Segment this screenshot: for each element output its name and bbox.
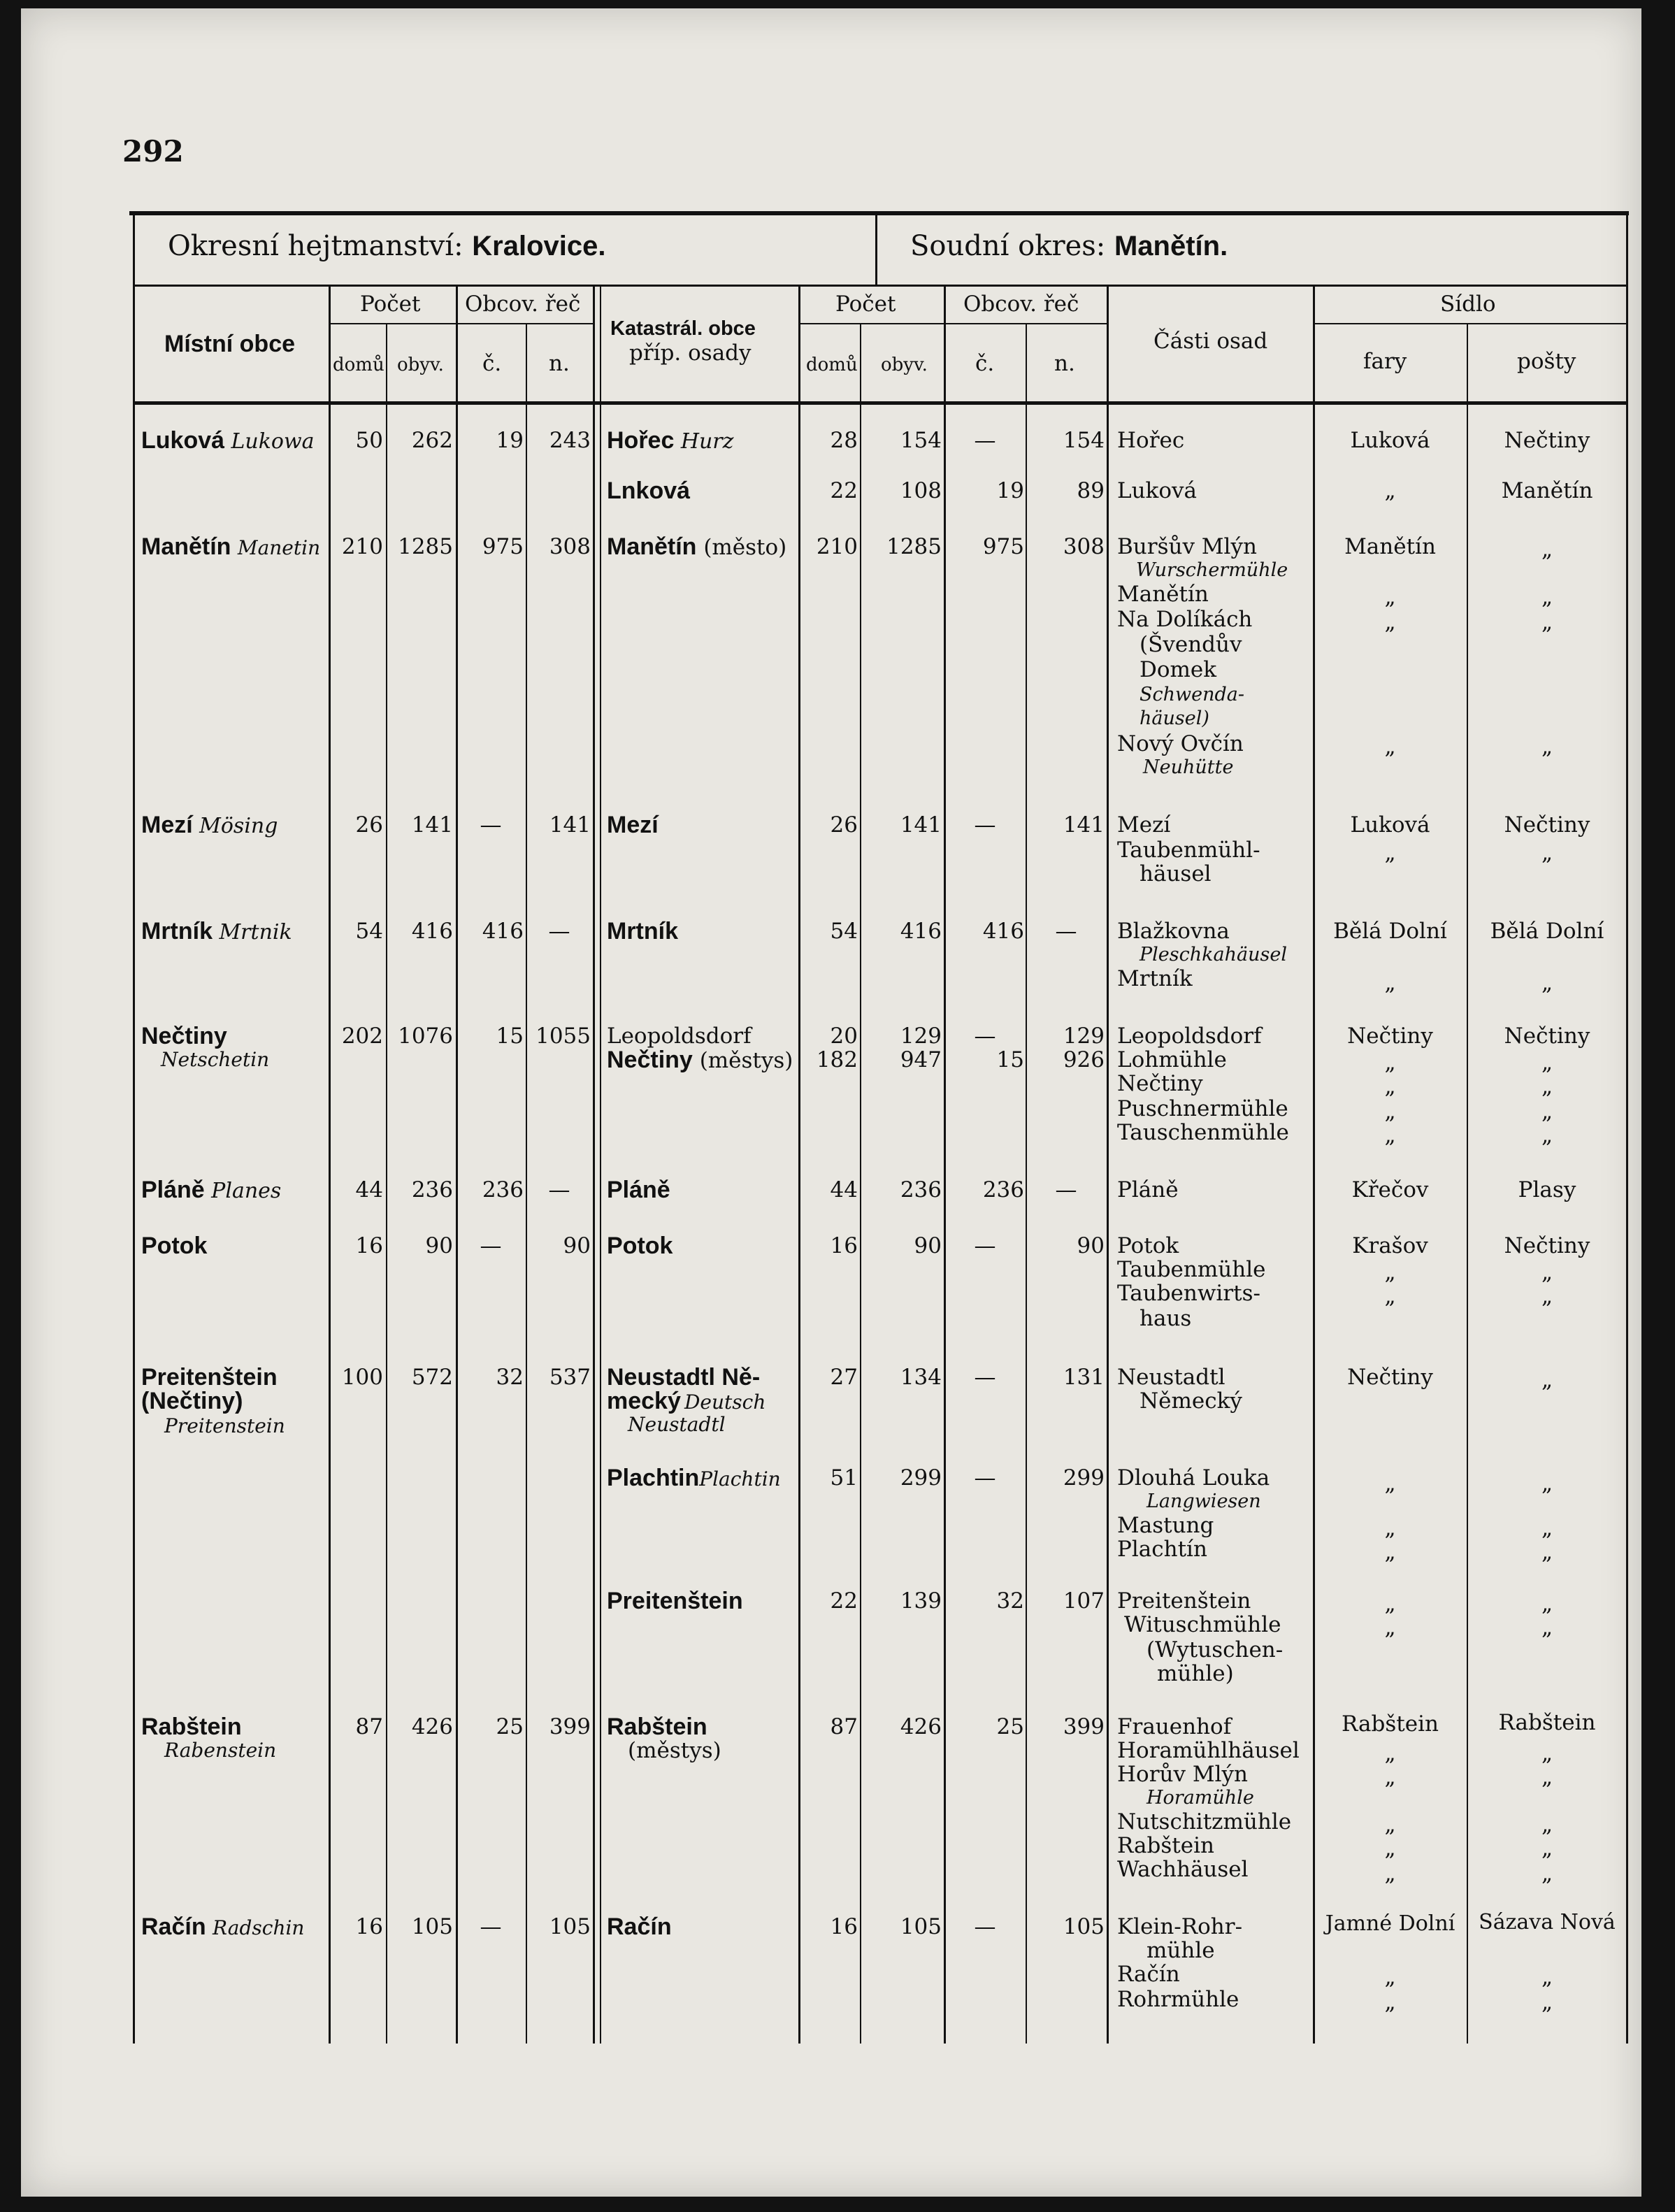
table-cell: „: [1384, 584, 1396, 610]
table-cell: „: [1384, 1741, 1396, 1766]
table-text: Rabštein: [607, 1714, 707, 1740]
table-cell: Nečtiny: [1504, 812, 1590, 838]
table-cell: 22: [830, 1588, 858, 1614]
table-cell: 25: [496, 1714, 524, 1739]
table-cell: „: [1384, 1516, 1396, 1541]
table-cell: häusel: [1140, 861, 1212, 886]
table-cell: 107: [1063, 1588, 1105, 1614]
table-text: (Nečtiny): [141, 1388, 243, 1414]
table-cell: Bělá Dolní: [1333, 919, 1447, 944]
table-cell: 26: [830, 812, 858, 838]
table-cell: Domek: [1140, 657, 1217, 682]
table-cell: 210: [341, 534, 383, 559]
table-cell: „: [1541, 1861, 1553, 1886]
table-cell: „: [1541, 1990, 1553, 2015]
table-cell: 416: [900, 919, 942, 944]
top-rule: [129, 211, 1629, 215]
table-rule: [1467, 324, 1468, 2044]
table-cell: Nečtiny: [1347, 1024, 1433, 1049]
table-cell: Taubenmühl-: [1117, 838, 1260, 863]
table-cell: 236: [411, 1177, 453, 1202]
table-text: Mrtník Mrtnik: [141, 918, 292, 945]
table-rule: [133, 215, 135, 285]
table-cell: Plasy: [1518, 1177, 1576, 1202]
table-cell: „: [1541, 840, 1553, 866]
table-cell: Jamné Dolní: [1325, 1911, 1455, 1936]
table-cell: „: [1384, 1990, 1396, 2015]
table-cell: „: [1541, 610, 1553, 635]
table-text: n.: [1054, 351, 1075, 376]
table-rule: [593, 285, 595, 2044]
table-cell: Potok: [1117, 1233, 1179, 1258]
table-text: Nečtiny (městys): [607, 1047, 793, 1073]
table-cell: (Wytuschen-: [1146, 1637, 1284, 1662]
table-cell: Wurschermühle: [1136, 559, 1288, 581]
table-cell: 154: [900, 428, 942, 453]
table-cell: „: [1541, 1284, 1553, 1309]
table-cell: Pleschkahäusel: [1140, 944, 1287, 965]
table-cell: Frauenhof: [1117, 1714, 1232, 1739]
table-text: Pláně: [607, 1177, 670, 1203]
table-cell: „: [1384, 610, 1396, 635]
table-cell: „: [1384, 1539, 1396, 1565]
table-cell: Horův Mlýn: [1117, 1762, 1248, 1787]
table-cell: —: [974, 812, 996, 838]
table-cell: 16: [355, 1914, 383, 1939]
table-cell: „: [1384, 1471, 1396, 1496]
table-cell: 90: [914, 1233, 942, 1258]
table-cell: 308: [549, 534, 591, 559]
table-cell: „: [1384, 1765, 1396, 1790]
table-cell: 44: [355, 1177, 383, 1202]
table-cell: Leopoldsdorf: [607, 1024, 752, 1049]
table-cell: 262: [411, 428, 453, 453]
table-cell: „: [1384, 1861, 1396, 1886]
table-cell: 129: [1063, 1024, 1105, 1049]
table-cell: „: [1541, 1836, 1553, 1861]
table-cell: 51: [830, 1465, 858, 1491]
table-rule: [133, 401, 1628, 405]
table-cell: 926: [1063, 1047, 1105, 1072]
table-text: Potok: [141, 1233, 208, 1259]
table-cell: Plachtín: [1117, 1537, 1207, 1562]
table-text: Mrtník: [607, 918, 678, 945]
table-cell: Nečtiny: [1117, 1071, 1203, 1096]
table-cell: (Švendův: [1140, 632, 1242, 657]
table-cell: 15: [996, 1047, 1024, 1072]
table-rule: [1107, 285, 1109, 2044]
table-cell: „: [1384, 1050, 1396, 1075]
table-cell: „: [1384, 1591, 1396, 1616]
table-cell: 105: [549, 1914, 591, 1939]
table-text: Potok: [607, 1233, 673, 1259]
table-cell: „: [1384, 1812, 1396, 1837]
table-cell: Manětín: [1344, 534, 1436, 559]
table-cell: „: [1541, 1965, 1553, 1990]
table-cell: 54: [830, 919, 858, 944]
table-cell: Blažkovna: [1117, 919, 1230, 944]
table-cell: 108: [900, 478, 942, 503]
table-cell: Tauschenmühle: [1117, 1120, 1289, 1145]
table-cell: (městys): [628, 1738, 721, 1763]
table-rule: [386, 324, 387, 2044]
table-text: Počet: [360, 292, 421, 317]
table-cell: „: [1541, 1260, 1553, 1285]
table-cell: 16: [355, 1233, 383, 1258]
table-cell: „: [1541, 584, 1553, 610]
table-cell: Taubenwirts-: [1117, 1281, 1260, 1306]
table-rule: [600, 285, 601, 2044]
table-cell: 537: [549, 1365, 591, 1390]
table-cell: 426: [900, 1714, 942, 1739]
table-rule: [329, 285, 331, 2044]
table-rule: [329, 323, 593, 324]
table-cell: 22: [830, 478, 858, 503]
table-text: Preitenstein: [164, 1414, 285, 1437]
table-text: Račín: [607, 1913, 672, 1940]
table-rule: [526, 324, 527, 2044]
table-cell: Luková: [1350, 428, 1430, 453]
table-text: Obcov. řeč: [465, 292, 581, 317]
table-cell: „: [1384, 1123, 1396, 1148]
table-cell: „: [1541, 1615, 1553, 1640]
table-cell: —: [974, 1914, 996, 1939]
table-cell: 236: [982, 1177, 1024, 1202]
table-cell: Neustadtl: [1117, 1365, 1225, 1390]
table-text: mecký Deutsch: [607, 1388, 766, 1414]
table-cell: 27: [830, 1365, 858, 1390]
table-text: Luková Lukowa: [141, 427, 315, 454]
table-text: Račín Radschin: [141, 1913, 305, 1940]
table-cell: Schwenda-: [1140, 684, 1244, 705]
table-text: Netschetin: [161, 1048, 270, 1071]
table-text: Katastrál. obce: [610, 317, 756, 340]
table-cell: 139: [900, 1588, 942, 1614]
table-text: obyv.: [397, 354, 444, 375]
table-cell: 141: [411, 812, 453, 838]
table-cell: 100: [341, 1365, 383, 1390]
table-cell: „: [1384, 840, 1396, 866]
table-cell: 89: [1077, 478, 1105, 503]
table-cell: „: [1384, 1615, 1396, 1640]
table-cell: 416: [982, 919, 1024, 944]
table-cell: Křečov: [1351, 1177, 1429, 1202]
table-cell: „: [1541, 1591, 1553, 1616]
table-cell: Račín: [1117, 1962, 1180, 1987]
table-cell: 129: [900, 1024, 942, 1049]
table-text: Neustadtl Ně-: [607, 1364, 761, 1391]
table-text: Rabenstein: [164, 1739, 277, 1762]
table-cell: „: [1541, 1741, 1553, 1766]
table-text: pošty: [1517, 349, 1576, 374]
table-cell: 399: [1063, 1714, 1105, 1739]
table-cell: 1285: [398, 534, 453, 559]
table-cell: 87: [355, 1714, 383, 1739]
table-cell: 32: [996, 1588, 1024, 1614]
scanned-page: [21, 8, 1641, 2197]
table-cell: —: [480, 1233, 502, 1258]
table-cell: Nečtiny: [1504, 428, 1590, 453]
table-cell: 1076: [398, 1024, 453, 1049]
table-text: Rabštein: [141, 1714, 242, 1740]
table-cell: 416: [411, 919, 453, 944]
table-cell: 90: [1077, 1233, 1105, 1258]
table-cell: Neuhütte: [1143, 756, 1234, 778]
table-cell: Manětín: [1117, 582, 1209, 607]
table-cell: „: [1541, 1099, 1553, 1124]
table-cell: „: [1541, 1050, 1553, 1075]
table-cell: „: [1541, 1812, 1553, 1837]
table-cell: Rohrmühle: [1117, 1987, 1239, 2012]
table-cell: 141: [1063, 812, 1105, 838]
table-text: příp. osady: [629, 340, 752, 366]
table-cell: —: [480, 812, 502, 838]
table-cell: 236: [900, 1177, 942, 1202]
table-cell: 54: [355, 919, 383, 944]
table-cell: 105: [1063, 1914, 1105, 1939]
table-cell: 243: [549, 428, 591, 453]
table-text: č.: [975, 351, 995, 376]
table-cell: Nečtiny: [1504, 1024, 1590, 1049]
table-cell: —: [548, 919, 570, 944]
table-text: fary: [1363, 349, 1407, 374]
okresni-heading: Okresní hejtmanství: Kralovice.: [168, 230, 606, 262]
table-cell: Klein-Rohr-: [1117, 1914, 1243, 1939]
table-rule: [1026, 324, 1027, 2044]
table-text: Části osad: [1153, 329, 1268, 354]
table-rule: [800, 323, 1107, 324]
table-text: Preitenštein: [141, 1364, 278, 1391]
table-cell: Sázava Nová: [1479, 1910, 1616, 1934]
table-cell: 141: [549, 812, 591, 838]
table-cell: 90: [563, 1233, 591, 1258]
table-cell: Mrtník: [1117, 966, 1193, 991]
table-text: Místní obce: [164, 331, 296, 357]
table-cell: Wachhäusel: [1117, 1857, 1249, 1882]
table-cell: 202: [341, 1024, 383, 1049]
table-cell: Rabštein: [1117, 1833, 1214, 1858]
table-cell: Preitenštein: [1117, 1588, 1251, 1614]
table-cell: —: [974, 1024, 996, 1049]
table-rule: [875, 215, 877, 285]
table-cell: 16: [830, 1914, 858, 1939]
table-cell: Buršův Mlýn: [1117, 534, 1257, 559]
table-cell: „: [1541, 1471, 1553, 1496]
table-text: Neustadtl: [628, 1413, 726, 1436]
table-cell: „: [1541, 1516, 1553, 1541]
table-cell: „: [1384, 1284, 1396, 1309]
table-cell: mühle): [1157, 1661, 1234, 1686]
page-number: 292: [122, 134, 184, 168]
table-text: Obcov. řeč: [963, 292, 1079, 317]
table-cell: 20: [830, 1024, 858, 1049]
table-cell: 32: [496, 1365, 524, 1390]
table-cell: —: [974, 1233, 996, 1258]
table-cell: —: [974, 1365, 996, 1390]
table-rule: [133, 285, 1628, 287]
table-cell: Taubenmühle: [1117, 1257, 1266, 1282]
table-cell: —: [548, 1177, 570, 1202]
table-cell: „: [1384, 970, 1396, 996]
table-cell: Německý: [1140, 1388, 1242, 1414]
table-cell: „: [1384, 1099, 1396, 1124]
table-cell: „: [1384, 1836, 1396, 1861]
table-cell: Luková: [1350, 812, 1430, 838]
table-cell: 210: [816, 534, 858, 559]
table-cell: „: [1541, 1539, 1553, 1565]
table-cell: mühle: [1146, 1938, 1215, 1963]
table-cell: Rabštein: [1342, 1711, 1439, 1737]
table-text: Sídlo: [1440, 292, 1496, 317]
table-cell: 19: [996, 478, 1024, 503]
table-text: Pláně Planes: [141, 1177, 282, 1203]
table-cell: 19: [496, 428, 524, 453]
table-cell: Langwiesen: [1146, 1491, 1261, 1512]
table-cell: „: [1384, 734, 1396, 759]
table-cell: „: [1384, 1965, 1396, 1990]
table-text: Nečtiny: [141, 1023, 227, 1049]
table-cell: Krašov: [1352, 1233, 1428, 1258]
table-cell: Wituschmühle: [1124, 1612, 1281, 1637]
table-cell: 90: [425, 1233, 453, 1258]
table-text: Preitenštein: [607, 1588, 743, 1614]
table-text: Hořec Hurz: [607, 427, 734, 454]
table-cell: 141: [900, 812, 942, 838]
table-cell: „: [1384, 478, 1396, 503]
table-text: Mezí: [607, 812, 659, 838]
table-cell: „: [1384, 1074, 1396, 1099]
table-cell: Luková: [1117, 478, 1197, 503]
table-cell: 134: [900, 1365, 942, 1390]
table-text: Manětín (město): [607, 533, 787, 560]
table-cell: 87: [830, 1714, 858, 1739]
table-cell: —: [974, 428, 996, 453]
table-cell: 975: [482, 534, 524, 559]
table-rule: [1626, 285, 1628, 2044]
table-cell: Manětín: [1501, 478, 1593, 503]
table-cell: 308: [1063, 534, 1105, 559]
table-cell: —: [1055, 919, 1077, 944]
table-text: Mezí Mösing: [141, 812, 278, 838]
table-cell: „: [1541, 1074, 1553, 1099]
table-cell: —: [1055, 1177, 1077, 1202]
table-cell: Nový Ovčín: [1117, 731, 1244, 756]
table-cell: Dlouhá Louka: [1117, 1465, 1270, 1491]
table-cell: —: [974, 1465, 996, 1491]
table-cell: 299: [900, 1465, 942, 1491]
table-cell: „: [1541, 1123, 1553, 1148]
table-cell: Lohmühle: [1117, 1047, 1227, 1072]
table-cell: „: [1541, 1367, 1553, 1393]
table-cell: Horamühle: [1146, 1787, 1254, 1809]
table-cell: Nečtiny: [1347, 1365, 1433, 1390]
table-text: obyv.: [881, 354, 928, 375]
table-cell: 299: [1063, 1465, 1105, 1491]
table-cell: 236: [482, 1177, 524, 1202]
table-cell: 16: [830, 1233, 858, 1258]
table-cell: 25: [996, 1714, 1024, 1739]
table-cell: Na Dolíkách: [1117, 607, 1253, 632]
table-cell: haus: [1140, 1306, 1192, 1331]
table-cell: Bělá Dolní: [1490, 919, 1604, 944]
table-cell: „: [1541, 1765, 1553, 1790]
table-text: Lnková: [607, 477, 691, 504]
table-rule: [1626, 215, 1628, 285]
table-cell: „: [1384, 1260, 1396, 1285]
table-cell: 1055: [535, 1024, 591, 1049]
table-cell: 15: [496, 1024, 524, 1049]
table-cell: 26: [355, 812, 383, 838]
table-cell: Hořec: [1117, 428, 1185, 453]
table-cell: 44: [830, 1177, 858, 1202]
table-cell: —: [480, 1914, 502, 1939]
table-cell: Horamühlhäusel: [1117, 1738, 1300, 1763]
table-cell: 182: [816, 1047, 858, 1072]
table-text: domů: [806, 354, 858, 375]
table-text: n.: [549, 351, 570, 376]
table-cell: 572: [411, 1365, 453, 1390]
table-rule: [1314, 323, 1627, 324]
soudni-heading: Soudní okres: Manětín.: [910, 230, 1228, 262]
table-cell: Leopoldsdorf: [1117, 1024, 1262, 1049]
table-cell: Nečtiny: [1504, 1233, 1590, 1258]
table-cell: häusel): [1140, 708, 1209, 729]
table-cell: 28: [830, 428, 858, 453]
table-cell: 975: [982, 534, 1024, 559]
table-cell: Nutschitzmühle: [1117, 1809, 1292, 1834]
table-text: PlachtinPlachtin: [607, 1465, 781, 1491]
table-rule: [860, 324, 861, 2044]
table-cell: 426: [411, 1714, 453, 1739]
table-cell: 131: [1063, 1365, 1105, 1390]
table-text: č.: [482, 351, 502, 376]
table-cell: Rabštein: [1498, 1710, 1596, 1735]
table-cell: Mezí: [1117, 812, 1171, 838]
table-text: domů: [333, 354, 384, 375]
table-cell: „: [1541, 537, 1553, 562]
table-cell: „: [1541, 970, 1553, 996]
table-cell: Mastung: [1117, 1513, 1214, 1538]
table-cell: Pláně: [1117, 1177, 1179, 1202]
table-text: Počet: [835, 292, 896, 317]
table-cell: 50: [355, 428, 383, 453]
table-text: Manětín Manetin: [141, 533, 321, 560]
table-rule: [133, 285, 135, 2044]
table-cell: 154: [1063, 428, 1105, 453]
table-cell: 399: [549, 1714, 591, 1739]
table-cell: 947: [900, 1047, 942, 1072]
table-cell: „: [1541, 734, 1553, 759]
table-cell: Puschnermühle: [1117, 1096, 1288, 1121]
table-cell: 1285: [886, 534, 942, 559]
table-cell: 105: [900, 1914, 942, 1939]
table-cell: 416: [482, 919, 524, 944]
table-cell: 105: [411, 1914, 453, 1939]
